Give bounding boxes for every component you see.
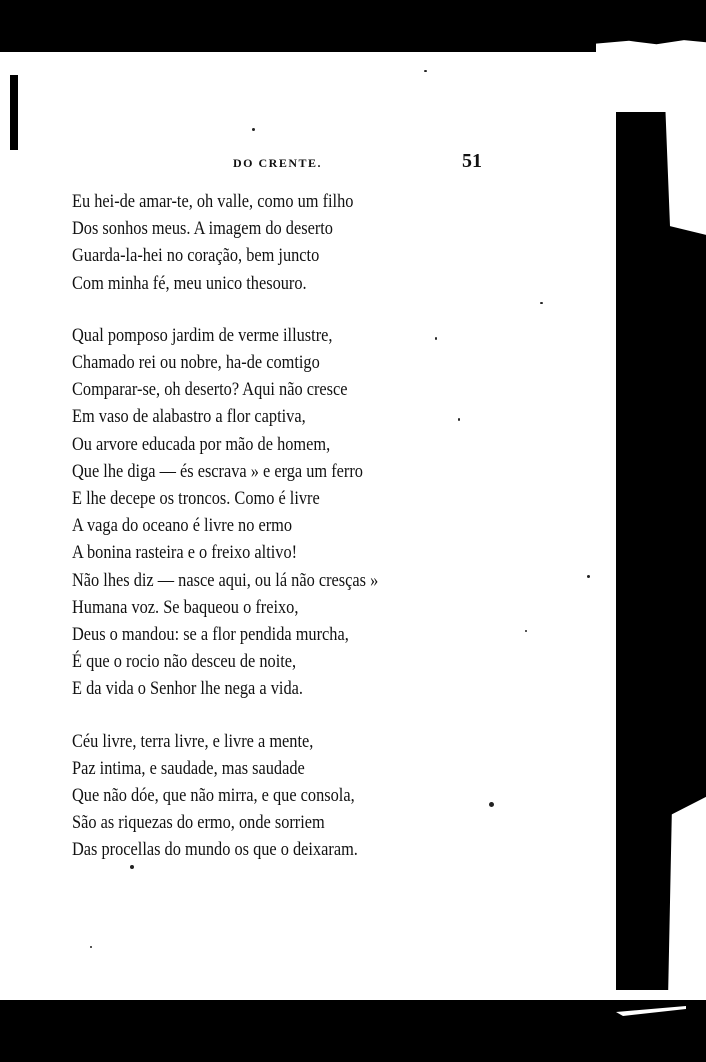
running-head: DO CRENTE. (233, 156, 323, 170)
poem-line: Qual pomposo jardim de verme illustre, (72, 324, 333, 346)
poem-line: A vaga do oceano é livre no ermo (72, 515, 293, 537)
scan-speck (489, 802, 494, 807)
poem-line: Que lhe diga — és escrava » e erga um ferro (72, 460, 363, 482)
scan-speck (424, 70, 427, 72)
poem-line: Dos sonhos meus. A imagem do deserto (72, 218, 333, 240)
stanza (72, 322, 512, 703)
poem-line: A bonina rasteira e o freixo altivo! (72, 542, 298, 564)
scan-speck (252, 128, 255, 131)
poem-line: Não lhes diz — nasce aqui, ou lá não cresças » (72, 569, 379, 591)
poem-line: Deus o mandou: se a flor pendida murcha, (72, 624, 349, 646)
poem-line: São as riquezas do ermo, onde sorriem (72, 812, 325, 834)
poem-line: Ou arvore educada por mão de homem, (72, 433, 331, 455)
poem-line: Em vaso de alabastro a flor captiva, (72, 406, 306, 428)
scan-speck (587, 575, 590, 578)
stanza (72, 188, 512, 297)
poem-line: Das procellas do mundo os que o deixaram. (72, 839, 358, 861)
scan-speck (540, 302, 543, 304)
poem (72, 188, 512, 889)
poem-line: Chamado rei ou nobre, ha-de comtigo (72, 352, 320, 374)
poem-line: Que não dóe, que não mirra, e que consola, (72, 785, 355, 807)
scan-speck (435, 337, 437, 340)
scan-speck (130, 865, 134, 869)
scan-speck (458, 418, 460, 421)
poem-line: Eu hei-de amar-te, oh valle, como um filho (72, 191, 354, 212)
poem-line: Comparar-se, oh deserto? Aqui não cresce (72, 379, 348, 401)
poem-line: Céu livre, terra livre, e livre a mente, (72, 730, 314, 752)
poem-line: Humana voz. Se baqueou o freixo, (72, 596, 299, 618)
page-number: 51 (462, 150, 482, 172)
stanza (72, 728, 512, 864)
poem-line: Com minha fé, meu unico thesouro. (72, 272, 307, 294)
poem-line: É que o rocio não desceu de noite, (72, 651, 297, 673)
poem-line: E da vida o Senhor lhe nega a vida. (72, 678, 303, 700)
scan-speck (90, 946, 92, 948)
poem-line: E lhe decepe os troncos. Como é livre (72, 488, 320, 510)
poem-line: Paz intima, e saudade, mas saudade (72, 757, 305, 779)
scan-speck (525, 630, 527, 632)
poem-line: Guarda-la-hei no coração, bem juncto (72, 245, 320, 267)
